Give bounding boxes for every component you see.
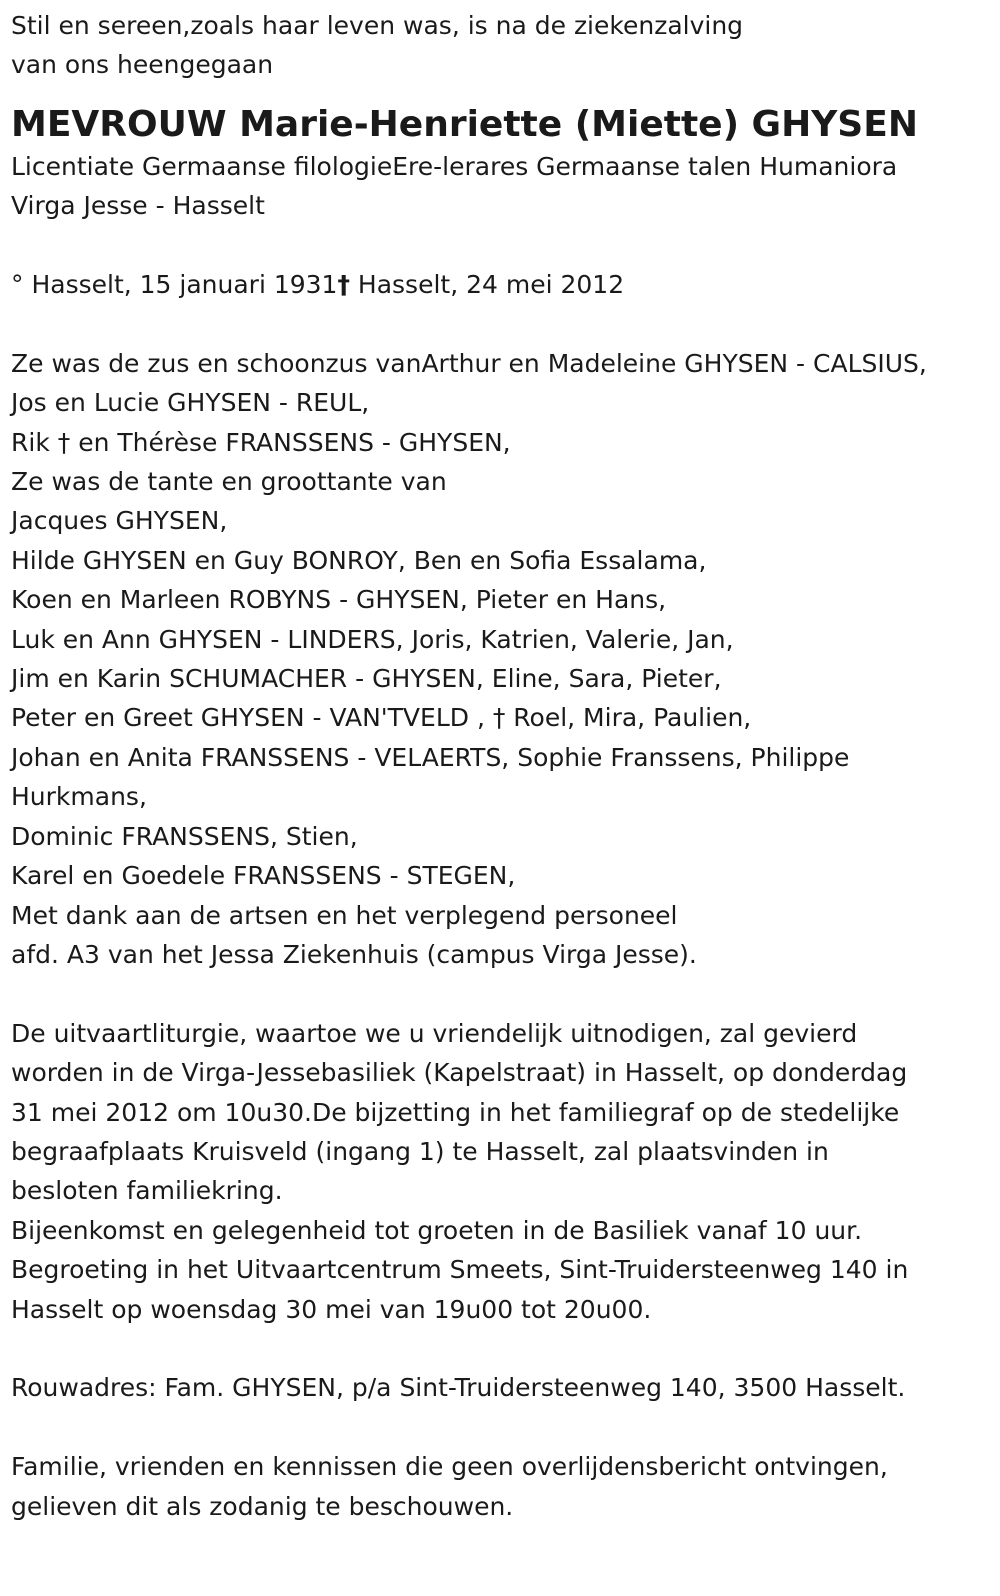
family-line: afd. A3 van het Jessa Ziekenhuis (campus Virga Jesse). bbox=[11, 939, 697, 969]
spacer bbox=[11, 226, 989, 265]
family-section bbox=[11, 344, 989, 975]
family-line: Johan en Anita FRANSSENS - VELAERTS, Sophie Franssens, Philippe bbox=[11, 742, 850, 772]
family-line: Karel en Goedele FRANSSENS - STEGEN, bbox=[11, 861, 516, 891]
intro-line: van ons heengegaan bbox=[11, 50, 274, 80]
intro-section bbox=[11, 6, 989, 85]
family-line: Jim en Karin SCHUMACHER - GHYSEN, Eline, Sara, Pieter, bbox=[11, 664, 722, 694]
family-line: Koen en Marleen ROBYNS - GHYSEN, Pieter en Hans, bbox=[11, 585, 667, 615]
family-line: Luk en Ann GHYSEN - LINDERS, Joris, Katrien, Valerie, Jan, bbox=[11, 624, 734, 654]
spacer bbox=[11, 304, 989, 343]
family-line: Rik † en Thérèse FRANSSENS - GHYSEN, bbox=[11, 427, 511, 457]
spacer bbox=[11, 1329, 989, 1368]
deceased-name: MEVROUW Marie-Henriette (Miette) GHYSEN bbox=[11, 103, 918, 145]
ceremony-line: begraafplaats Kruisveld (ingang 1) te Hasselt, zal plaatsvinden in bbox=[11, 1136, 829, 1166]
ceremony-line: Hasselt op woensdag 30 mei van 19u00 tot 20u00. bbox=[11, 1294, 652, 1324]
death-cross: † bbox=[337, 270, 350, 300]
family-line: Jacques GHYSEN, bbox=[11, 506, 228, 536]
closing-line: gelieven dit als zodanig te beschouwen. bbox=[11, 1491, 514, 1521]
family-line: Ze was de tante en groottante van bbox=[11, 467, 447, 497]
title-line: Licentiate Germaanse filologieEre-lerares Germaanse talen Humaniora bbox=[11, 151, 898, 181]
family-line: Hurkmans, bbox=[11, 782, 147, 812]
ceremony-section bbox=[11, 1014, 989, 1329]
spacer bbox=[11, 974, 989, 1013]
mourning-address: Rouwadres: Fam. GHYSEN, p/a Sint-Truidersteenweg 140, 3500 Hasselt. bbox=[11, 1373, 906, 1403]
birth-date: ° Hasselt, 15 januari 1931 bbox=[11, 270, 338, 300]
spacer bbox=[11, 1408, 989, 1447]
titles-section bbox=[11, 147, 989, 226]
intro-line: Stil en sereen,zoals haar leven was, is na de ziekenzalving bbox=[11, 11, 744, 40]
death-date: Hasselt, 24 mei 2012 bbox=[349, 270, 625, 300]
ceremony-line: Bijeenkomst en gelegenheid tot groeten in de Basiliek vanaf 10 uur. bbox=[11, 1215, 863, 1245]
ceremony-line: worden in de Virga-Jessebasiliek (Kapelstraat) in Hasselt, op donderdag bbox=[11, 1058, 908, 1088]
life-dates bbox=[11, 265, 989, 304]
closing-line: Familie, vrienden en kennissen die geen overlijdensbericht ontvingen, bbox=[11, 1452, 888, 1482]
closing-section bbox=[11, 1447, 989, 1526]
family-line: Jos en Lucie GHYSEN - REUL, bbox=[11, 388, 370, 418]
ceremony-line: Begroeting in het Uitvaartcentrum Smeets, Sint-Truidersteenweg 140 in bbox=[11, 1255, 909, 1285]
family-line: Ze was de zus en schoonzus vanArthur en Madeleine GHYSEN - CALSIUS, bbox=[11, 348, 927, 378]
family-line: Hilde GHYSEN en Guy BONROY, Ben en Sofia Essalama, bbox=[11, 545, 707, 575]
family-line: Met dank aan de artsen en het verplegend personeel bbox=[11, 900, 678, 930]
family-line: Peter en Greet GHYSEN - VAN'TVELD , † Roel, Mira, Paulien, bbox=[11, 703, 752, 733]
title-line: Virga Jesse - Hasselt bbox=[11, 191, 265, 221]
family-line: Dominic FRANSSENS, Stien, bbox=[11, 821, 358, 851]
ceremony-line: besloten familiekring. bbox=[11, 1176, 283, 1206]
ceremony-line: De uitvaartliturgie, waartoe we u vriendelijk uitnodigen, zal gevierd bbox=[11, 1018, 858, 1048]
ceremony-line: 31 mei 2012 om 10u30.De bijzetting in het familiegraf op de stedelijke bbox=[11, 1097, 900, 1127]
obituary-document bbox=[0, 6, 1000, 1596]
